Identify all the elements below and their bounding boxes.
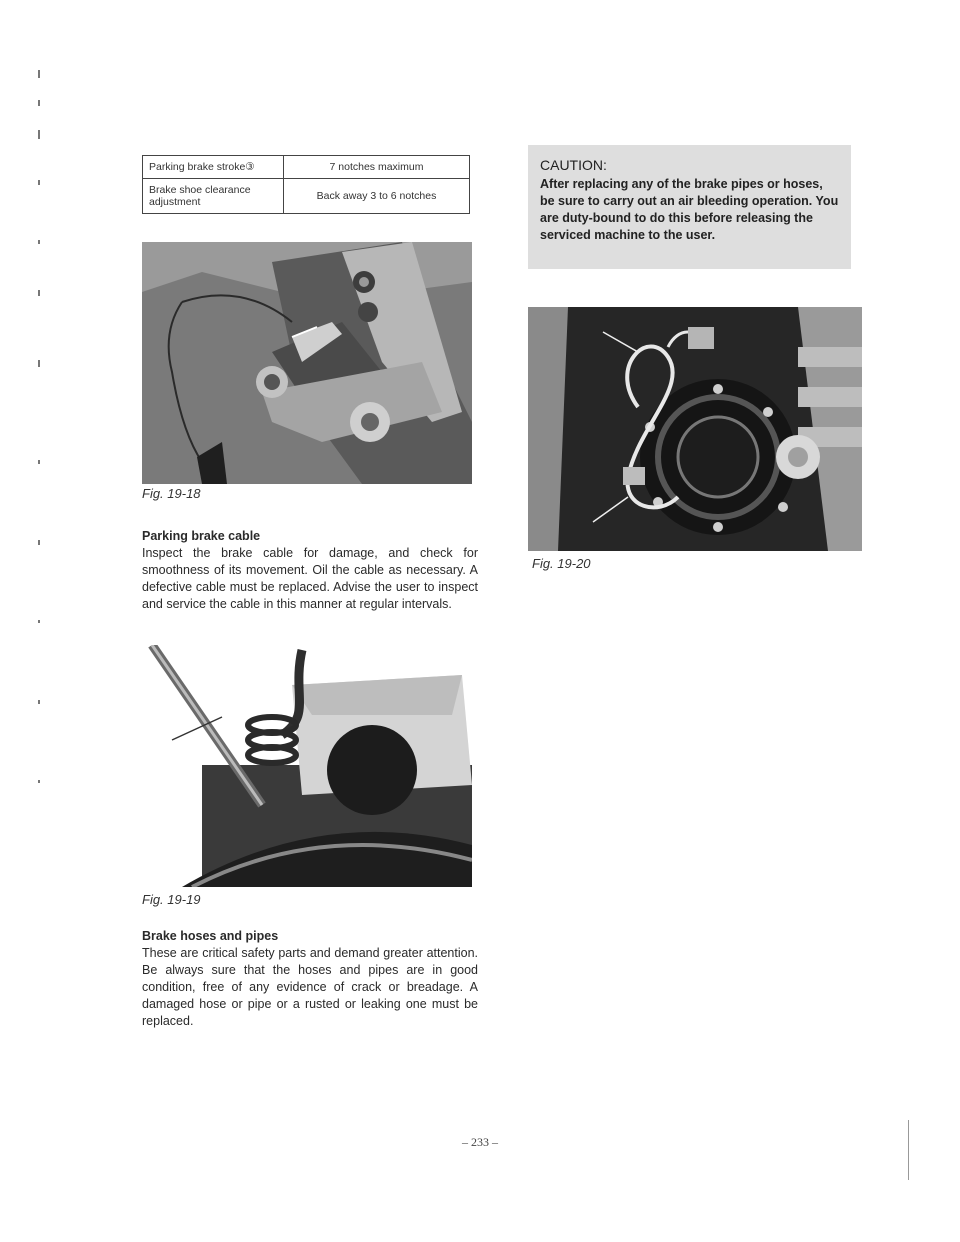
page-number: – 233 – — [462, 1135, 498, 1149]
parking-brake-cable-section — [142, 528, 478, 613]
section-body: Inspect the brake cable for damage, and check for smoothness of its movement. Oil the cable as necessary. A defective cable must be replaced. Advise the user to inspect and service the cable in this manner at regular intervals. — [142, 546, 478, 611]
section-heading: Parking brake cable — [142, 529, 261, 543]
photo-parking-brake-lever — [142, 242, 472, 484]
spec-value: 7 notches maximum — [284, 156, 470, 179]
caution-box — [528, 145, 851, 269]
margin-marks — [38, 60, 48, 900]
margin-rule — [908, 1120, 909, 1180]
figure-caption: Fig. 19-20 — [532, 556, 591, 571]
caution-body: After replacing any of the brake pipes or hoses, be sure to carry out an air bleeding operation. You are duty-bound to do this before releasing the serviced machine to the user. — [540, 177, 839, 242]
table-row — [143, 156, 470, 179]
spec-value: Back away 3 to 6 notches — [284, 179, 470, 214]
section-heading: Brake hoses and pipes — [142, 929, 279, 943]
section-body: These are critical safety parts and demand greater attention. Be always sure that the hoses and pipes are in good condition, free of any evidence of crack or breadage. A damaged hose or pipe or a rusted or leaking one must be replaced. — [142, 946, 478, 1028]
figure-caption: Fig. 19-18 — [142, 486, 201, 501]
spec-label: Parking brake stroke③ — [143, 156, 284, 179]
brake-hoses-section — [142, 928, 478, 1030]
photo-brake-pipes — [528, 307, 862, 551]
spec-label: Brake shoe clearance adjustment — [143, 179, 284, 214]
figure-caption: Fig. 19-19 — [142, 892, 201, 907]
spec-table — [142, 155, 470, 214]
table-row — [143, 179, 470, 214]
photo-parking-brake-cable — [142, 645, 472, 887]
caution-title: CAUTION: — [540, 157, 607, 173]
